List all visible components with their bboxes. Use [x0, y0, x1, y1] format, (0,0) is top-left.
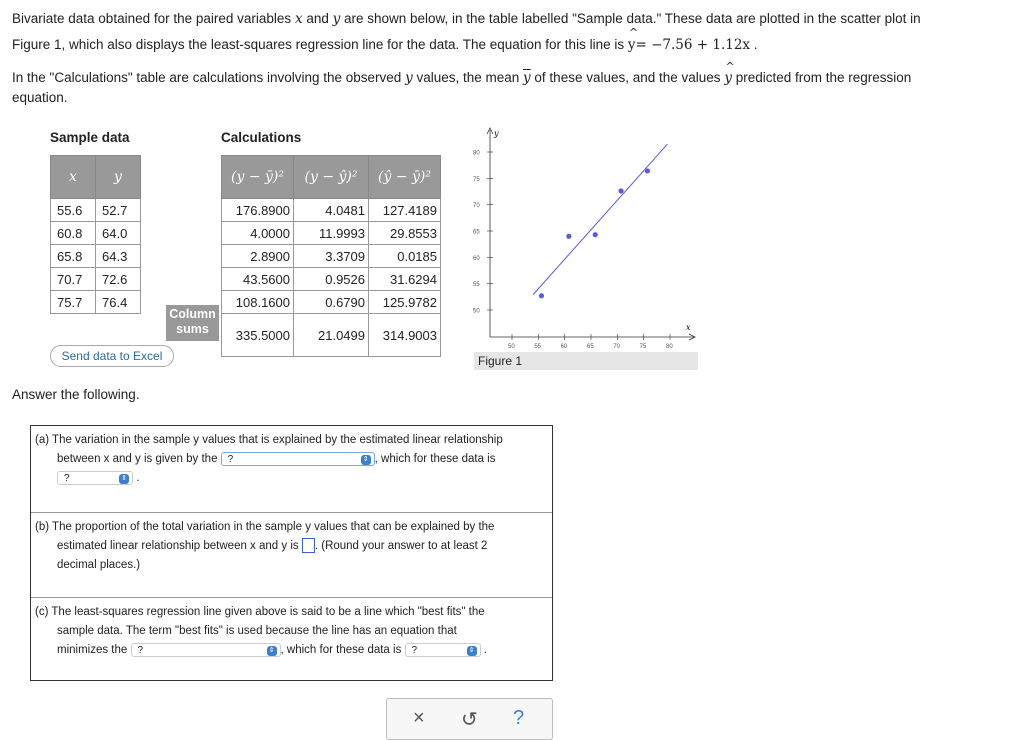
table-row: 108.1600 0.6790 125.9782 — [222, 291, 441, 314]
var-y: y — [332, 11, 341, 27]
calculations-table — [221, 155, 441, 357]
question-a-select-2[interactable]: ? ⇕ — [57, 471, 133, 485]
col-header-yhatybar: (ŷ − ȳ)² — [369, 156, 441, 199]
column-sums-label: Column sums — [166, 305, 219, 341]
chevron-updown-icon: ⇕ — [119, 474, 129, 484]
table-row: 55.6 52.7 — [51, 199, 141, 222]
data-point — [539, 293, 544, 298]
x-tick-label: 50 — [508, 344, 515, 350]
question-panel — [30, 425, 553, 681]
calculations-paragraph: In the "Calculations" table are calculations involving the observed y values, the mean $\overline{y}$ of these values, and the values ^ y predicted from the regression equation. — [12, 68, 1012, 107]
question-c-select-2[interactable]: ? ⇕ — [405, 643, 481, 657]
x-tick-label: 70 — [613, 344, 621, 350]
column-sums-row: 335.5000 21.0499 314.9003 — [222, 314, 441, 357]
answer-toolbar — [386, 698, 553, 740]
chevron-updown-icon: ⇕ — [361, 455, 371, 465]
table-row: 65.8 64.3 — [51, 245, 141, 268]
chevron-updown-icon: ⇕ — [267, 646, 277, 656]
y-tick-label: 60 — [473, 255, 480, 262]
y-tick-label: 55 — [473, 282, 480, 289]
table-row: 176.8900 4.0481 127.4189 — [222, 199, 441, 222]
col-header-y: y — [96, 156, 141, 199]
data-point — [645, 168, 650, 173]
x-tick-label: 60 — [560, 344, 568, 350]
y-tick-label: 75 — [473, 176, 480, 183]
col-header-yybar: (y − ȳ)² — [222, 156, 294, 199]
undo-icon[interactable]: ↺ — [461, 709, 478, 731]
sample-data-title: Sample data — [50, 130, 130, 145]
var-x: x — [294, 11, 303, 27]
scatter-plot — [470, 122, 700, 372]
question-c-select-1[interactable]: ? ⇕ — [131, 643, 281, 657]
data-point — [593, 232, 598, 237]
col-header-yyhat: (y − ŷ)² — [294, 156, 369, 199]
question-c: (c) The least-squares regression line given above is said to be a line which "best fits" the sample data. The term "best fits" is used because the line has an equation that minimizes the ? ⇕ , which for these data is ? ⇕ . — [35, 606, 487, 656]
table-row: 2.8900 3.3709 0.0185 — [222, 245, 441, 268]
data-point — [618, 188, 623, 193]
x-axis-label: x — [686, 323, 691, 332]
regression-line — [533, 144, 667, 294]
y-tick-label: 80 — [473, 150, 480, 157]
intro-paragraph: Bivariate data obtained for the paired variables x and y are shown below, in the table labelled "Sample data." These data are plotted in the scatter plot in Figure 1, which also displays the least-squares regression line for the data. The equation for this line is ^ y= −7.56 + 1.12x . — [12, 6, 1012, 58]
x-tick-label: 80 — [666, 344, 673, 350]
regression-equation: = −7.56 + 1.12x — [635, 37, 751, 53]
x-tick-label: 65 — [587, 344, 594, 350]
y-axis-label: y — [494, 129, 499, 138]
y-tick-label: 50 — [473, 308, 480, 315]
send-to-excel-button[interactable]: Send data to Excel — [50, 345, 174, 367]
y-axis — [487, 128, 493, 337]
help-icon[interactable]: ? — [513, 707, 525, 729]
question-a: (a) The variation in the sample y values that is explained by the estimated linear relationship between x and y is given by the ? ⇕ , which for these data is ? ⇕ . — [35, 434, 503, 484]
table-row: 43.5600 0.9526 31.6294 — [222, 268, 441, 291]
x-axis — [490, 334, 695, 340]
question-a-select-1[interactable]: ? ⇕ — [221, 452, 375, 466]
figure-caption: Figure 1 — [474, 352, 698, 370]
clear-icon[interactable]: × — [413, 707, 425, 729]
answer-heading: Answer the following. — [12, 387, 140, 402]
sample-data-table — [50, 155, 141, 314]
table-row: 70.7 72.6 — [51, 268, 141, 291]
table-row: 4.0000 11.9993 29.8553 — [222, 222, 441, 245]
y-tick-label: 65 — [473, 229, 480, 236]
x-tick-label: 75 — [639, 344, 647, 350]
x-tick-label: 55 — [534, 344, 542, 350]
question-b: (b) The proportion of the total variation in the sample y values that can be explained by the estimated linear relationship between x and y is . (Round your answer to at least 2 decimal places.) — [35, 521, 495, 571]
col-header-x: x — [51, 156, 96, 199]
y-tick-label: 70 — [473, 203, 480, 210]
question-b-answer-input[interactable] — [302, 538, 315, 553]
table-row: 60.8 64.0 — [51, 222, 141, 245]
table-row: 75.7 76.4 — [51, 291, 141, 314]
chevron-updown-icon: ⇕ — [467, 646, 477, 656]
calculations-title: Calculations — [221, 130, 302, 145]
y-hat: ^ y — [628, 32, 636, 58]
data-point — [566, 234, 571, 239]
